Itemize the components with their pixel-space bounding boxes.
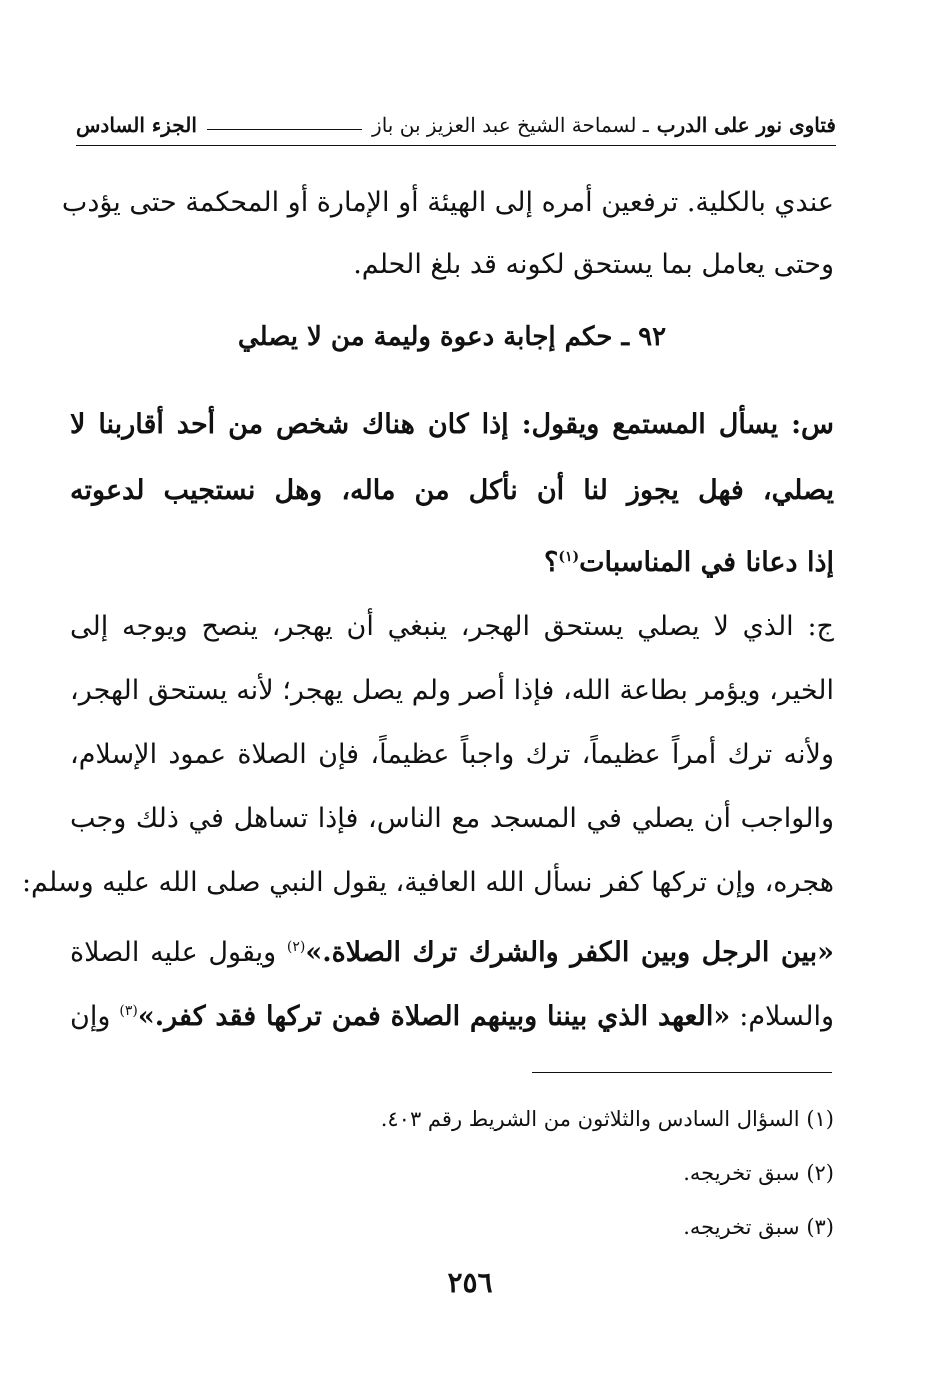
page-number: ٢٥٦ (447, 1266, 493, 1299)
footnotes (70, 1092, 834, 1254)
question-line: يصلي، فهل يجوز لنا أن نأكل من ماله، وهل نستجيب لدعوته (70, 475, 834, 506)
header-author: ـ لسماحة الشيخ عبد العزيز بن باز (372, 113, 649, 137)
footnote: (٢) سبق تخريجه. (683, 1161, 834, 1185)
answer-paragraph (21, 595, 835, 1043)
hadith-quote: «العهد الذي بيننا وبينهم الصلاة فمن تركها فقد كفر.» (137, 1001, 731, 1032)
footnote: (١) السؤال السادس والثلاثون من الشريط رقم ٤٠٣. (380, 1107, 834, 1131)
footnote-ref: (٣) (119, 1003, 138, 1019)
answer-text: والسلام: (730, 1001, 835, 1032)
question-mark: ؟ (544, 547, 559, 578)
answer-line: والواجب أن يصلي في المسجد مع الناس، فإذا تساهل في ذلك وجب (70, 803, 834, 834)
intro-line: عندي بالكلية. ترفعين أمره إلى الهيئة أو الإمارة أو المحكمة حتى يؤدب (61, 187, 834, 218)
intro-paragraph (61, 172, 834, 296)
header-book-title: فتاوى نور على الدرب (656, 113, 836, 137)
footnote-divider (532, 1072, 832, 1073)
footnote-ref: (٢) (286, 939, 306, 955)
answer-text: وإن (70, 1001, 120, 1032)
answer-text: ويقول عليه الصلاة (70, 937, 287, 968)
question-line (70, 524, 834, 590)
running-header (76, 105, 836, 146)
answer-line: هجره، وإن تركها كفر نسأل الله العافية، يقول النبي صلى الله عليه وسلم: (21, 867, 834, 898)
question-line: س: يسأل المستمع ويقول: إذا كان هناك شخص من أحد أقاربنا لا (70, 409, 834, 440)
answer-line: ولأنه ترك أمراً عظيماً، ترك واجباً عظيماً، فإن الصلاة عمود الإسلام، (70, 739, 834, 770)
header-part: الجزء السادس (76, 113, 197, 137)
answer-line (70, 979, 834, 1043)
footnote: (٣) سبق تخريجه. (683, 1215, 834, 1239)
question-text: إذا دعانا في المناسبات (579, 547, 834, 578)
intro-line: وحتى يعامل بما يستحق لكونه قد بلغ الحلم. (353, 249, 834, 280)
answer-line (70, 915, 834, 979)
header-rule (207, 129, 362, 130)
hadith-quote: «بين الرجل وبين الكفر والشرك ترك الصلاة.» (305, 937, 834, 968)
footnote-ref: (١) (558, 549, 580, 565)
section-title: ٩٢ ـ حكم إجابة دعوة وليمة من لا يصلي (237, 322, 667, 352)
answer-line: ج: الذي لا يصلي يستحق الهجر، ينبغي أن يهجر، ينصح ويوجه إلى (70, 611, 834, 642)
question-paragraph (70, 392, 834, 590)
answer-line: الخير، ويؤمر بطاعة الله، فإذا أصر ولم يصل يهجر؛ لأنه يستحق الهجر، (70, 675, 834, 706)
